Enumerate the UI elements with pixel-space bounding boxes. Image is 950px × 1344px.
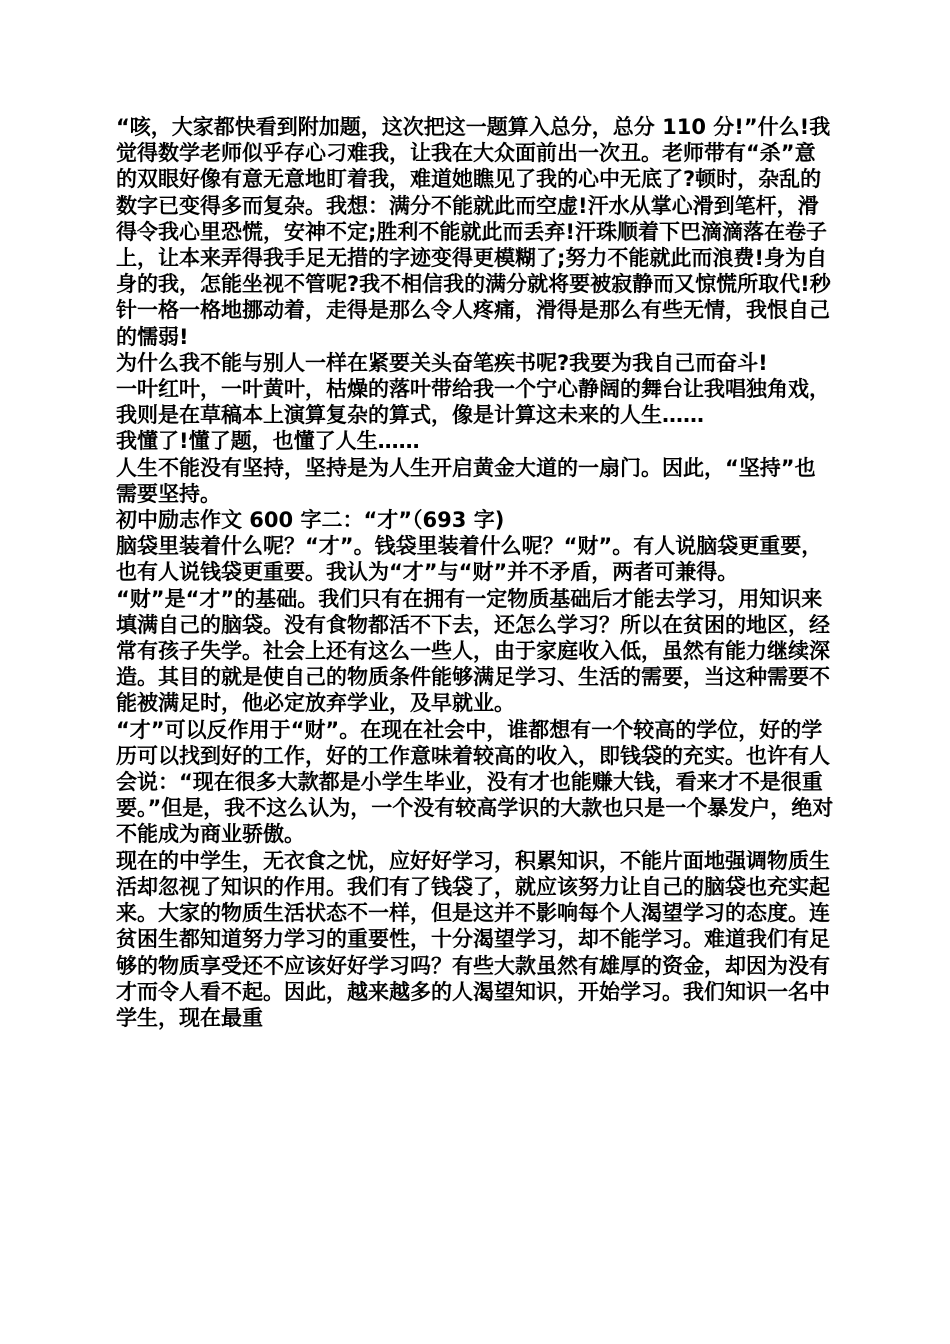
paragraph-leaves: 一叶红叶，一叶黄叶，枯燥的落叶带给我一个宁心静阔的舞台让我唱独角戏，我则是在草稿本上演算复杂的算式，像是计算这未来的人生……: [116, 377, 830, 428]
paragraph-persistence: 人生不能没有坚持，坚持是为人生开启黄金大道的一扇门。因此，“坚持”也需要坚持。: [116, 455, 816, 506]
paragraph-talent-reacts: “才”可以反作用于“财”。在现在社会中，谁都想有一个较高的学位，好的学历可以找到好的工作，好的工作意味着较高的收入，即钱袋的充实。也许有人会说：“现在很多大款都是小学生毕业，没有才也能赚大钱，看来才不是很重要。”但是，我不这么认为，一个没有较高学识的大款也只是一个暴发户，绝对不能成为商业骄傲。: [116, 717, 834, 847]
paragraph-wealth-basis: “财”是“才”的基础。我们只有在拥有一定物质基础后才能去学习，用知识来填满自己的脑袋。没有食物都活不下去，还怎么学习？所以在贫困的地区，经常有孩子失学。社会上还有这么一些人，由于家庭收入低，虽然有能力继续深造。其目的就是使自己的物质条件能够满足学习、生活的需要，当这种需要不能被满足时，他必定放弃学业，及早就业。: [116, 586, 830, 716]
paragraph-students-now: 现在的中学生，无衣食之忧，应好好学习，积累知识，不能片面地强调物质生活却忽视了知识的作用。我们有了钱袋了，就应该努力让自己的脑袋也充实起来。大家的物质生活状态不一样，但是这并不影响每个人渴望学习的态度。连贫困生都知道努力学习的重要性，十分渴望学习，却不能学习。难道我们有足够的物质享受还不应该好好学习吗？有些大款虽然有雄厚的资金，却因为没有才而令人看不起。因此，越来越多的人渴望知识，开始学习。我们知识一名中学生，现在最重: [116, 848, 830, 1030]
paragraph-fight-for-self: 为什么我不能与别人一样在紧要关头奋笔疾书呢?我要为我自己而奋斗!: [116, 350, 768, 375]
document-body: [116, 114, 836, 1031]
essay-two-heading: 初中励志作文 600 字二：“才”（693 字): [116, 508, 505, 533]
paragraph-exam-story: “咳，大家都快看到附加题，这次把这一题算入总分，总分 110 分!”什么!我觉得数学老师似乎存心刁难我，让我在大众面前出一次丑。老师带有“杀”意的双眼好像有意无意地盯着我，难道她瞧见了我的心中无底了?顿时，杂乱的数字已变得多而复杂。我想：满分不能就此而空虚!汗水从掌心滑到笔杆，滑得令我心里恐慌，安神不定;胜利不能就此而丢弃!汗珠顺着下巴滴滴落在卷子上，让本来弄得我手足无措的字迹变得更模糊了;努力不能就此而浪费!身为自身的我，怎能坐视不管呢?我不相信我的满分就将要被寂静而又惊慌所取代!秒针一格一格地挪动着，走得是那么令人疼痛，滑得是那么有些无情，我恨自己的懦弱!: [116, 115, 831, 349]
paragraph-understood: 我懂了!懂了题，也懂了人生……: [116, 429, 420, 454]
paragraph-head-and-purse: 脑袋里装着什么呢？“才”。钱袋里装着什么呢？“财”。有人说脑袋更重要，也有人说钱袋更重要。我认为“才”与“财”并不矛盾，两者可兼得。: [116, 534, 823, 585]
